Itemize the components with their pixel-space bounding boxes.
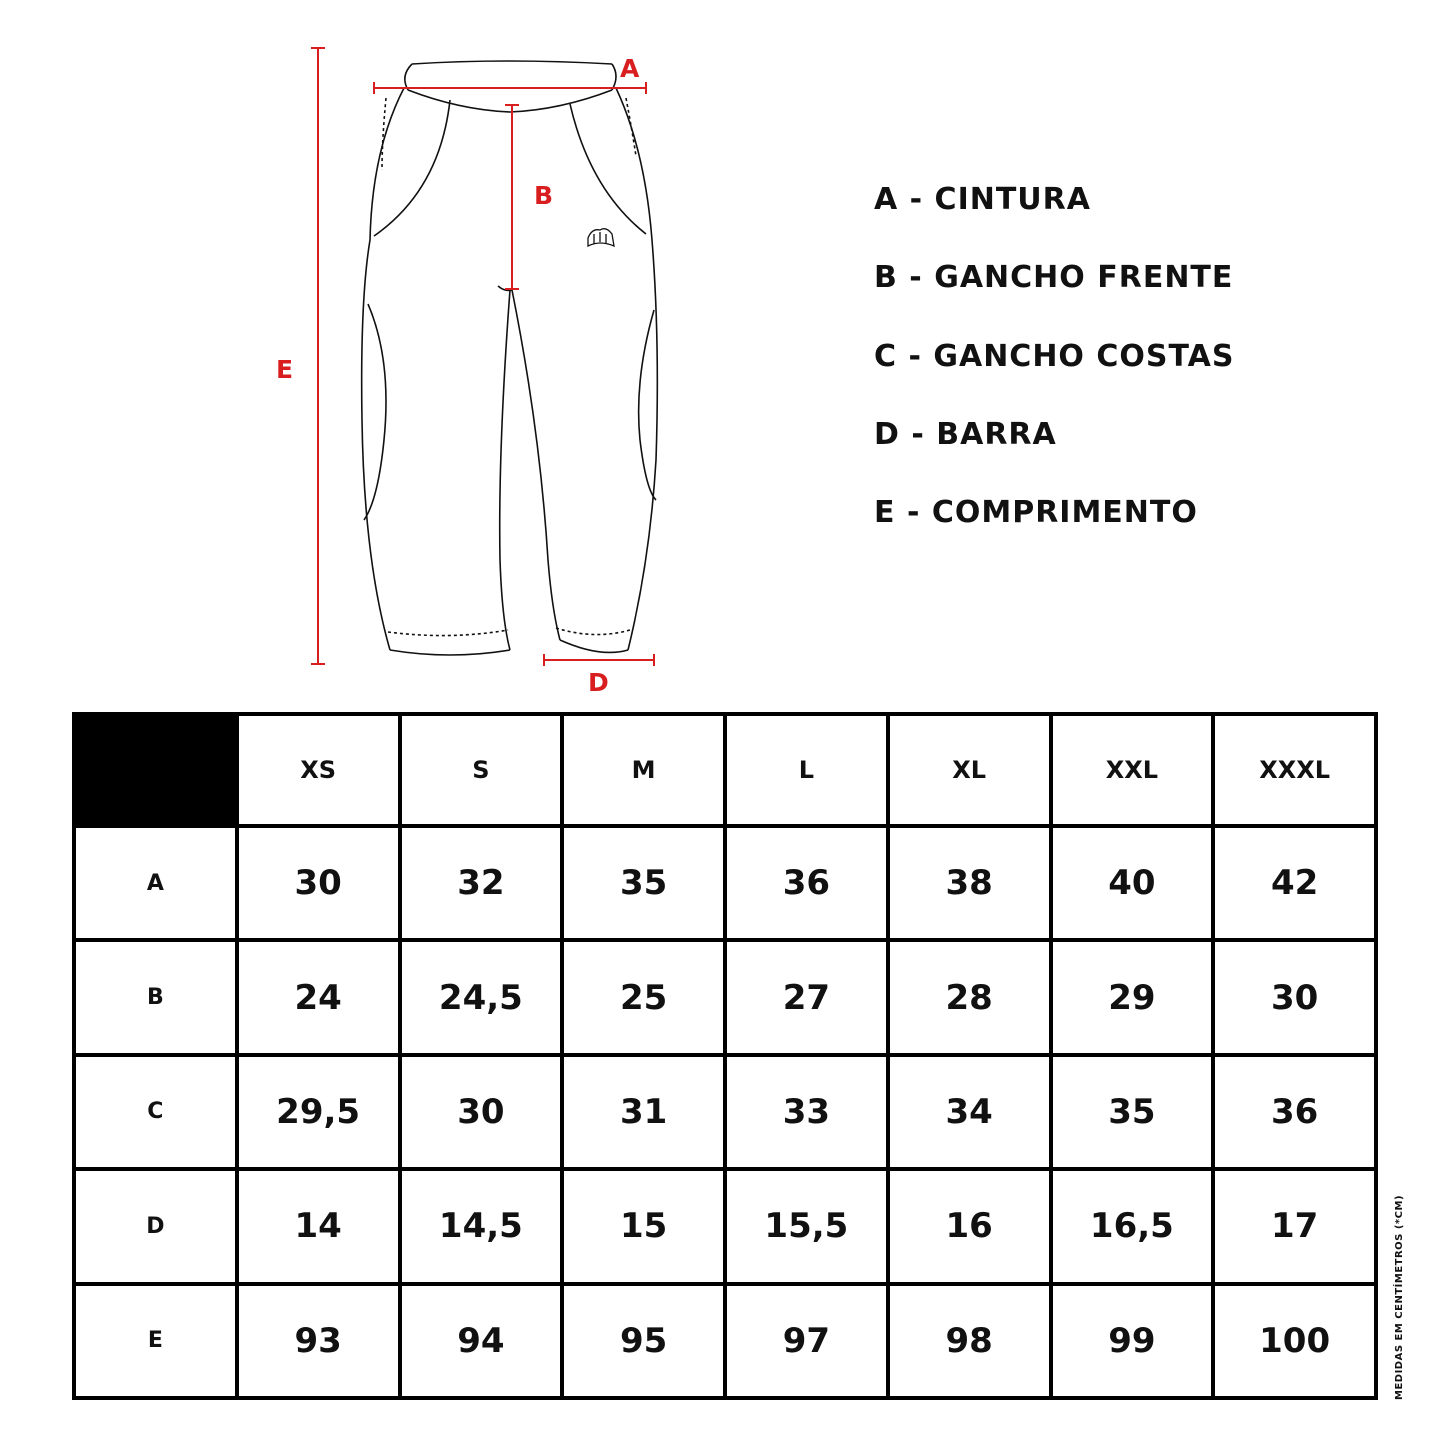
table-cell: 15 (562, 1169, 725, 1283)
table-cell: 36 (725, 826, 888, 940)
row-label: C (74, 1055, 237, 1169)
table-corner (74, 714, 237, 826)
table-cell: 95 (562, 1284, 725, 1398)
table-cell: 94 (400, 1284, 563, 1398)
table-cell: 29 (1051, 940, 1214, 1054)
table-cell: 93 (237, 1284, 400, 1398)
table-cell: 36 (1213, 1055, 1376, 1169)
table-cell: 24 (237, 940, 400, 1054)
size-header: M (562, 714, 725, 826)
table-cell: 29,5 (237, 1055, 400, 1169)
table-cell: 42 (1213, 826, 1376, 940)
legend-item-c: C - GANCHO COSTAS (874, 338, 1235, 374)
legend-item-e: E - COMPRIMENTO (874, 495, 1198, 531)
table-row (74, 826, 1376, 940)
table-cell: 30 (400, 1055, 563, 1169)
size-header: L (725, 714, 888, 826)
table-cell: 31 (562, 1055, 725, 1169)
legend-item-d: D - BARRA (874, 416, 1057, 452)
table-cell: 15,5 (725, 1169, 888, 1283)
label-e: E (276, 355, 294, 384)
table-row (74, 1055, 1376, 1169)
table-row (74, 940, 1376, 1054)
table-cell: 99 (1051, 1284, 1214, 1398)
table-row (74, 1169, 1376, 1283)
table-cell: 38 (888, 826, 1051, 940)
table-cell: 35 (562, 826, 725, 940)
row-label: E (74, 1284, 237, 1398)
table-cell: 16,5 (1051, 1169, 1214, 1283)
table-cell: 24,5 (400, 940, 563, 1054)
size-header: XXL (1051, 714, 1214, 826)
table-cell: 34 (888, 1055, 1051, 1169)
size-header: XS (237, 714, 400, 826)
table-cell: 30 (237, 826, 400, 940)
table-cell: 27 (725, 940, 888, 1054)
measurement-legend (874, 178, 1234, 569)
row-label: D (74, 1169, 237, 1283)
size-header: XL (888, 714, 1051, 826)
table-cell: 30 (1213, 940, 1376, 1054)
table-cell: 28 (888, 940, 1051, 1054)
label-b: B (534, 181, 554, 210)
table-cell: 32 (400, 826, 563, 940)
legend-item-a: A - CINTURA (874, 182, 1091, 217)
label-a: A (620, 54, 640, 83)
label-d: D (588, 668, 609, 697)
table-cell: 98 (888, 1284, 1051, 1398)
unit-note-text: MEDIDAS EM CENTÍMETROS (*CM) (1394, 1194, 1405, 1400)
unit-note (1394, 1160, 1408, 1400)
table-cell: 40 (1051, 826, 1214, 940)
row-label: B (74, 940, 237, 1054)
table-cell: 14,5 (400, 1169, 563, 1283)
table-cell: 100 (1213, 1284, 1376, 1398)
table-row (74, 1284, 1376, 1398)
size-table (72, 712, 1378, 1400)
legend-item-b: B - GANCHO FRENTE (874, 260, 1234, 296)
table-cell: 16 (888, 1169, 1051, 1283)
table-cell: 14 (237, 1169, 400, 1283)
pants-outline-icon (362, 61, 658, 655)
size-header: S (400, 714, 563, 826)
size-header: XXXL (1213, 714, 1376, 826)
table-cell: 35 (1051, 1055, 1214, 1169)
row-label: A (74, 826, 237, 940)
brand-logo-icon (588, 229, 614, 246)
table-cell: 17 (1213, 1169, 1376, 1283)
table-cell: 33 (725, 1055, 888, 1169)
size-header-row (74, 714, 1376, 826)
table-cell: 25 (562, 940, 725, 1054)
table-cell: 97 (725, 1284, 888, 1398)
